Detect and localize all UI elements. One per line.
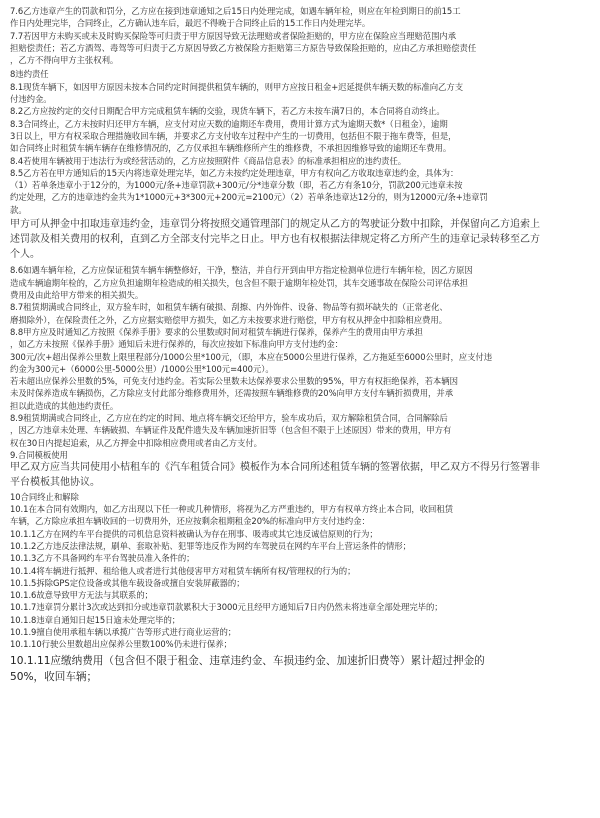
text-line: 8.5乙方若在甲方通知后的15天内将违章处理完毕，如乙方未按约定处理违章，甲方有权向乙方收取违章违约金，具体为： <box>10 167 459 178</box>
text-line: 10.1.11应缴纳费用（包含但不限于租金、违章违约金、车损违约金、加速折旧费等）累计超过押金的 <box>10 654 485 667</box>
list-item: 10.1.2乙方违反法律法规，刷单、套取补贴、犯罪等违反作为网约车驾驶员在网约车平台上营运条件的情形； <box>10 540 411 551</box>
text-line: 7.7若因甲方未购买或未及时购买保险等可归责于甲方原因导致无法理赔或者保险拒赔的，甲方应在保险应当理赔范围内承 <box>10 30 457 41</box>
text-line: 个人。 <box>10 248 40 260</box>
text-line: 述罚款及相关费用的权利，直到乙方全部支付完毕之日止。甲方也有权根据法律规定将乙方所产生的违章记录转移至乙方 <box>10 233 540 245</box>
clause-8-5 <box>10 167 590 216</box>
clause-10-1-11 <box>10 653 590 685</box>
text-line: ，乙方不得向甲方主张权利。 <box>10 55 119 66</box>
clause-7-7 <box>10 30 590 67</box>
list-item: 10.1.10行驶公里数超出应保养公里数100%仍未进行保养； <box>10 639 232 650</box>
text-line: 甲方可从押金中扣取违章违约金，违章罚分将按照交通管理部门的规定从乙方的驾驶证分数中扣除，并保留向乙方追索上 <box>10 219 540 231</box>
clause-8-6 <box>10 264 590 301</box>
text-line: 付违约金。 <box>10 94 52 105</box>
text-line: 8.9租赁期满或合同终止，乙方应在约定的时间、地点将车辆交还给甲方，验车成功后，双方解除租赁合同，合同解除后 <box>10 413 448 423</box>
text-line: 担以此造成的其他违约责任。 <box>10 400 119 411</box>
text-line: 10.1在本合同有效期内，如乙方出现以下任一种或几种情形，将视为乙方严重违约，甲方有权单方终止本合同，收回租赁 <box>10 504 454 515</box>
text-line: 如合同终止时租赁车辆车辆存在维修情况的，乙方仅承担车辆维修所产生的维修费，不承担因维修导致的逾期还车费用。 <box>10 143 452 154</box>
text-line: 车辆，乙方除应承担车辆收回的一切费用外，还应按剩余租期租金20%的标准向甲方支付违约金： <box>10 516 370 527</box>
text-line: 约金为300元+（6000公里-5000公里）/1000公里*100元=400元）。 <box>10 363 274 374</box>
text-line: 50%，收回车辆； <box>10 670 98 683</box>
text-line: （1）若单条违章小于12分的，为1000元/条+违章罚款+300元/分*违章分数（即，若乙方有条10分，罚款200元违章未按 <box>10 180 463 191</box>
clause-8-4: 8.4若使用车辆被用于违法行为或经营活动的，乙方应按照附件《商品信息表》的标准承担相应的违约责任。 <box>10 155 407 166</box>
text-line: ，因乙方违章未处理、车辆破损、车辆证件及配件遗失及车辆加速折旧等（包含但不限于上述原因）带来的费用，甲方有 <box>10 425 452 436</box>
clause-8-8 <box>10 326 590 412</box>
list-item: 10.1.3乙方不具备网约车平台驾驶员准入条件的； <box>10 553 195 564</box>
text-line: 7.6乙方违章产生的罚款和罚分，乙方应在接到违章通知之后15日内处理完成，如遇车辆年检，则应在年检到期日的前15工 <box>10 6 461 16</box>
list-item: 10.1.7违章罚分累计3次或达到扣分或违章罚款累积大于3000元且经甲方通知后7日内仍然未将违章全部处理完毕的； <box>10 602 443 613</box>
clause-8-9 <box>10 412 590 449</box>
text-line: 作日内处理完毕，合同终止，乙方确认违车后，最迟不得晚于合同终止后的15工作日内处理完毕。 <box>10 18 371 29</box>
clause-8-5-deposit <box>10 218 590 262</box>
text-line: 款。 <box>10 204 27 215</box>
clause-10-1-list <box>10 528 590 651</box>
text-line: 平台模板其他协议。 <box>10 476 100 488</box>
text-line: 磨损除外），在保险责任之外，乙方应据实赔偿甲方损失，如乙方未按要求进行赔偿，甲方有权从押金中扣除相应费用。 <box>10 314 448 325</box>
section-heading-10: 10合同终止和解除 <box>10 491 79 502</box>
clause-10-1 <box>10 503 590 528</box>
text-line: 8.7租赁期满或合同终止，双方验车时，如租赁车辆有破损、刮擦、内外饰件、设备、物品等有损坏缺失的（正常老化、 <box>10 302 448 313</box>
text-line: 3日以上，甲方有权采取合理措施收回车辆，并要求乙方支付收车过程中产生的一切费用，包括但不限于拖车费等，但是， <box>10 130 457 141</box>
list-item: 10.1.1乙方在网约车平台提供的司机信息资料被确认为存在刑事、吸毒或其它违反诚信原则的行为； <box>10 528 378 539</box>
text-line: 若未超出应保养公里数的5%，可免支付违约金。若实际公里数未达保养要求公里数的95%，甲方有权拒绝保养，若本辆因 <box>10 376 458 387</box>
text-line: 8.3合同终止，乙方未按时归还甲方车辆，应支付对应天数的逾期还车费用，费用计算方式为逾期天数*（日租金），逾期 <box>10 118 448 129</box>
clause-9 <box>10 461 590 491</box>
list-item: 10.1.8违章自通知日起15日逾未处理完毕的； <box>10 614 181 625</box>
text-line: ，如乙方未按照《保养手册》通知后未进行保养的，每次应按如下标准向甲方支付违约金： <box>10 339 343 350</box>
text-line: 未及时保养造成车辆损伤，乙方除应支付此部分维修费用外，还需按照车辆维修费的20%向甲方支付车辆折损费用，并承 <box>10 388 454 399</box>
clause-8-3 <box>10 118 590 155</box>
clause-8-7 <box>10 301 590 326</box>
clause-8-1 <box>10 81 590 106</box>
list-item: 10.1.9擅自使用承租车辆以承揽广告等形式进行商业运营的； <box>10 627 237 638</box>
text-line: 甲乙双方应当共同使用小桔租车的《汽车租赁合同》模板作为本合同所述租赁车辆的签署依据，甲乙双方不得另行签署非 <box>10 462 540 474</box>
text-line: 费用及由此给甲方带来的相关损失。 <box>10 290 144 301</box>
section-heading-8: 8违约责任 <box>10 69 49 80</box>
text-line: 约定处理，乙方的违章违约金共为1*1000元+3*300元+200元=2100元）（2）若单条违章达12分的，则为12000元/条+违章罚 <box>10 192 488 203</box>
text-line: 权在30日内提起追索，从乙方押金中扣除相应费用或者由乙方支付。 <box>10 437 262 448</box>
text-line: 300元/次+超出保养公里数上限里程部分/1000公里*100元，（即，本应在5000公里进行保养，乙方拖延至6000公里时，应支付违 <box>10 351 493 362</box>
clause-8-2: 8.2乙方应按约定的交付日期配合甲方完成租赁车辆的交验，现货车辆下，若乙方未按车满7日的，本合同将自动终止。 <box>10 106 445 117</box>
text-line: 担赔偿责任；若乙方酒驾、毒驾等可归责于乙方原因导致乙方被保险方拒赔第三方原告导致保险拒赔的，应由乙方承担赔偿责任 <box>10 42 477 53</box>
text-line: 8.6如遇车辆年检，乙方应保证租赁车辆车辆整修好，干净，整洁，并自行开到由甲方指定检测单位进行车辆年检，因乙方原因 <box>10 265 473 276</box>
text-line: 8.1现货车辆下，如因甲方原因未按本合同约定时间提供租赁车辆的，则甲方应按日租金+迟延提供车辆天数的标准向乙方支 <box>10 81 464 92</box>
text-line: 8.8甲方应及时通知乙方按照《保养手册》要求的公里数或时间对租赁车辆进行保养，保养产生的费用由甲方承担 <box>10 326 423 337</box>
list-item: 10.1.5拆除GPS定位设备或其他车载设备或擅自安装屏蔽器的； <box>10 577 245 588</box>
list-item: 10.1.6故意导致甲方无法与其联系的； <box>10 590 153 601</box>
text-line: 造成车辆逾期年检的，乙方应负担逾期年检造成的相关损失，包含但不限于逾期年检处罚，其车交通事故在保险公司评估承担 <box>10 277 468 288</box>
section-heading-9: 9.合同模板使用 <box>10 449 68 460</box>
clause-7-6 <box>10 5 590 30</box>
list-item: 10.1.4将车辆进行抵押、租给他人或者进行其他侵害甲方对租赁车辆所有权/管理权的行为的； <box>10 565 356 576</box>
